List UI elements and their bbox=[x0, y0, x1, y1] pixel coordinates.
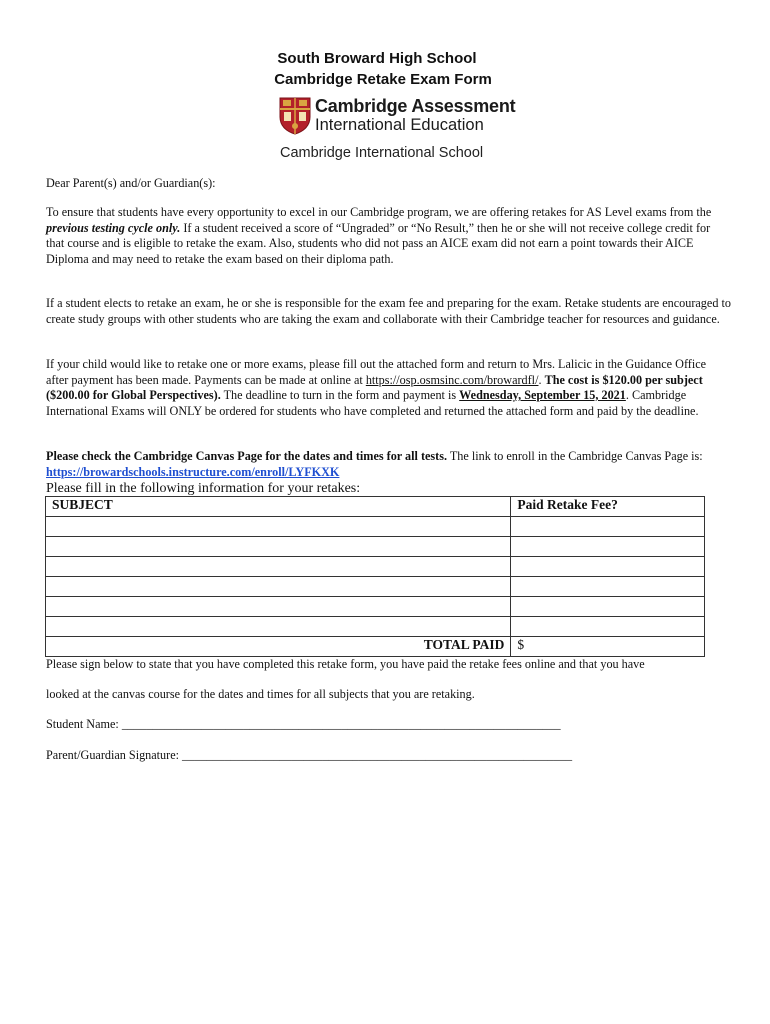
subject-cell[interactable] bbox=[46, 557, 511, 577]
table-header-row bbox=[46, 497, 705, 517]
school-subtitle: Cambridge International School bbox=[280, 145, 484, 161]
canvas-instruction: Please check the Cambridge Canvas Page for the dates and times for all tests. bbox=[46, 449, 448, 463]
total-paid-value[interactable]: $ bbox=[511, 637, 705, 657]
cost-text: The cost is $120.00 per subject ($200.00 for Global Perspectives). bbox=[46, 372, 703, 402]
paid-fee-cell[interactable] bbox=[511, 537, 705, 557]
logo-line-1: Cambridge Assessment bbox=[315, 96, 516, 116]
paid-fee-cell[interactable] bbox=[511, 557, 705, 577]
paid-fee-cell[interactable] bbox=[511, 517, 705, 537]
table-total-row bbox=[46, 637, 705, 657]
text-segment: If your child would like to retake one or more exams, please fill out the attached form and return to Mrs. Lalicic in the Guidance Office after payment has been made. Payments can be made at online at bbox=[46, 357, 707, 387]
paid-fee-header: Paid Retake Fee? bbox=[511, 497, 705, 517]
student-name-line[interactable]: Student Name: ________________________________________________________________________ bbox=[46, 717, 561, 731]
document-header bbox=[0, 48, 770, 90]
canvas-enroll-link[interactable]: https://browardschools.instructure.com/enroll/LYFKXK bbox=[46, 464, 340, 479]
fill-prompt: Please fill in the following information for your retakes: bbox=[46, 481, 361, 496]
subject-cell[interactable] bbox=[46, 617, 511, 637]
table-row bbox=[46, 577, 705, 597]
form-title: Cambridge Retake Exam Form bbox=[274, 71, 492, 88]
text-segment: If a student received a score of “Ungraded” or “No Result,” then he or she will not receive college credit for that course and is eligible to retake the exam. Also, students who did not pass an AICE exam did not earn a point towards their AICE Diploma and may need to retake the exam based on their diploma path. bbox=[46, 220, 711, 266]
paragraph-payment bbox=[46, 357, 731, 419]
table-row bbox=[46, 557, 705, 577]
cambridge-logo bbox=[279, 96, 516, 139]
text-segment: To ensure that students have every opportunity to excel in our Cambridge program, we are offering retakes for AS Level exams from the bbox=[46, 205, 712, 219]
subject-cell[interactable] bbox=[46, 537, 511, 557]
payment-link[interactable]: https://osp.osmsinc.com/browardfl/ bbox=[365, 372, 539, 387]
paragraph-responsibility: If a student elects to retake an exam, he or she is responsible for the exam fee and preparing for the exam. Retake students are encouraged to create study groups with other students who are taking the exam and collaborate with their Cambridge teacher for resources and guidance. bbox=[46, 296, 731, 326]
text-segment: . Cambridge International Exams will ONLY be ordered for students who have completed and returned the attached form and paid by the deadline. bbox=[46, 388, 699, 418]
greeting: Dear Parent(s) and/or Guardian(s): bbox=[46, 176, 216, 190]
text-segment: The link to enroll in the Cambridge Canvas Page is: bbox=[447, 449, 703, 463]
table-row bbox=[46, 617, 705, 637]
table-row bbox=[46, 537, 705, 557]
total-paid-label: TOTAL PAID bbox=[46, 637, 511, 657]
retake-table bbox=[45, 496, 705, 657]
deadline-text: Wednesday, September 15, 2021 bbox=[459, 388, 626, 402]
school-name: South Broward High School bbox=[277, 50, 477, 67]
table-row bbox=[46, 517, 705, 537]
text-segment: . bbox=[538, 372, 545, 387]
signature-instruction-1: Please sign below to state that you have completed this retake form, you have paid the retake fees online and that you have bbox=[46, 657, 645, 671]
table-row bbox=[46, 597, 705, 617]
text-segment: The deadline to turn in the form and payment is bbox=[220, 388, 460, 402]
emphasis-text: previous testing cycle only. bbox=[46, 220, 181, 235]
paragraph-canvas bbox=[46, 449, 731, 480]
signature-instruction-2: looked at the canvas course for the dates and times for all subjects that you are retaking. bbox=[46, 687, 475, 701]
subject-cell[interactable] bbox=[46, 517, 511, 537]
subject-cell[interactable] bbox=[46, 577, 511, 597]
logo-line-2: International Education bbox=[315, 116, 484, 134]
paid-fee-cell[interactable] bbox=[511, 577, 705, 597]
subject-header: SUBJECT bbox=[46, 497, 511, 517]
paid-fee-cell[interactable] bbox=[511, 617, 705, 637]
paid-fee-cell[interactable] bbox=[511, 597, 705, 617]
cambridge-crest-icon bbox=[279, 97, 311, 135]
parent-signature-line[interactable]: Parent/Guardian Signature: ________________________________________________________________ bbox=[46, 748, 573, 762]
subject-cell[interactable] bbox=[46, 597, 511, 617]
paragraph-eligibility bbox=[46, 205, 731, 267]
